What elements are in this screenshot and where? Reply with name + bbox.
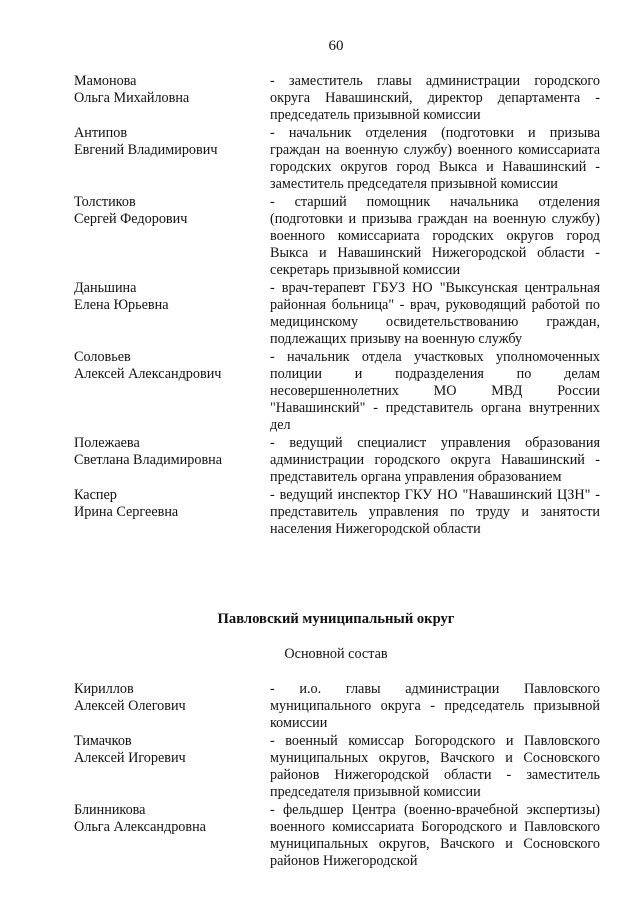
member-surname: Толстиков bbox=[74, 194, 136, 210]
subsection-title: Основной состав bbox=[284, 646, 388, 662]
member-given-names: Светлана Владимировна bbox=[74, 452, 223, 468]
member-role: - заместитель главы администрации городского округа Навашинский, директор департамента - председатель призывной комиссии bbox=[270, 73, 600, 123]
member-given-names: Ирина Сергеевна bbox=[74, 504, 179, 520]
member-entry bbox=[74, 125, 600, 193]
member-given-names: Ольга Михайловна bbox=[74, 90, 190, 106]
member-name bbox=[74, 73, 270, 107]
member-surname: Блинникова bbox=[74, 802, 146, 818]
member-surname: Даньшина bbox=[74, 280, 137, 296]
member-name bbox=[74, 435, 270, 469]
page-number: 60 bbox=[328, 38, 344, 54]
member-given-names: Ольга Александровна bbox=[74, 819, 206, 835]
member-entry bbox=[74, 487, 600, 538]
member-given-names: Алексей Олегович bbox=[74, 698, 186, 714]
member-name bbox=[74, 802, 270, 836]
member-entry bbox=[74, 435, 600, 486]
section-title: Павловский муниципальный округ bbox=[217, 611, 455, 627]
member-surname: Полежаева bbox=[74, 435, 140, 451]
member-given-names: Сергей Федорович bbox=[74, 211, 188, 227]
member-surname: Соловьев bbox=[74, 349, 131, 365]
member-given-names: Евгений Владимирович bbox=[74, 142, 218, 158]
member-name bbox=[74, 125, 270, 159]
member-given-names: Алексей Игоревич bbox=[74, 750, 186, 766]
member-role: - ведущий специалист управления образования администрации городского округа Навашинский - представитель органа управления образованием bbox=[270, 435, 600, 485]
member-name bbox=[74, 681, 270, 715]
commission-list-navashinsky bbox=[74, 73, 600, 539]
member-name bbox=[74, 280, 270, 314]
member-entry bbox=[74, 681, 600, 732]
member-given-names: Елена Юрьевна bbox=[74, 297, 169, 313]
member-surname: Каспер bbox=[74, 487, 117, 503]
member-surname: Мамонова bbox=[74, 73, 137, 89]
member-role: - фельдшер Центра (военно-врачебной экспертизы) военного комиссариата Богородского и Павловского муниципальных округов, Вачского и Сосновского районов Нижегородской bbox=[270, 802, 600, 869]
member-surname: Антипов bbox=[74, 125, 128, 141]
member-entry bbox=[74, 349, 600, 434]
member-role: - ведущий инспектор ГКУ НО "Навашинский ЦЗН" - представитель управления по труду и занятости населения Нижегородской области bbox=[270, 487, 600, 537]
member-entry bbox=[74, 733, 600, 801]
commission-list-pavlovsky bbox=[74, 681, 600, 871]
member-entry bbox=[74, 194, 600, 279]
member-name bbox=[74, 194, 270, 228]
member-entry bbox=[74, 802, 600, 870]
member-entry bbox=[74, 280, 600, 348]
member-given-names: Алексей Александрович bbox=[74, 366, 222, 382]
member-role: - старший помощник начальника отделения (подготовки и призыва граждан на военную службу) военного комиссариата городских округов город Выкса и Навашинский Нижегородской области - секретарь призывной комиссии bbox=[270, 194, 600, 278]
member-entry bbox=[74, 73, 600, 124]
member-role: - начальник отдела участковых уполномоченных полиции и подразделения по делам несовершеннолетних МО МВД России "Навашинский" - представитель органа внутренних дел bbox=[270, 349, 600, 433]
member-role: - начальник отделения (подготовки и призыва граждан на военную службу) военного комиссариата городских округов город Выкса и Навашинский - заместитель председателя призывной комиссии bbox=[270, 125, 600, 192]
member-name bbox=[74, 487, 270, 521]
member-name bbox=[74, 349, 270, 383]
member-surname: Тимачков bbox=[74, 733, 132, 749]
member-role: - и.о. главы администрации Павловского муниципального округа - председатель призывной комиссии bbox=[270, 681, 600, 731]
member-role: - врач-терапевт ГБУЗ НО "Выксунская центральная районная больница" - врач, руководящий работой по медицинскому освидетельствованию граждан, подлежащих призыву на военную службу bbox=[270, 280, 600, 347]
member-role: - военный комиссар Богородского и Павловского муниципальных округов, Вачского и Сосновского районов Нижегородской области - заместитель председателя призывной комиссии bbox=[270, 733, 600, 800]
member-name bbox=[74, 733, 270, 767]
member-surname: Кириллов bbox=[74, 681, 134, 697]
